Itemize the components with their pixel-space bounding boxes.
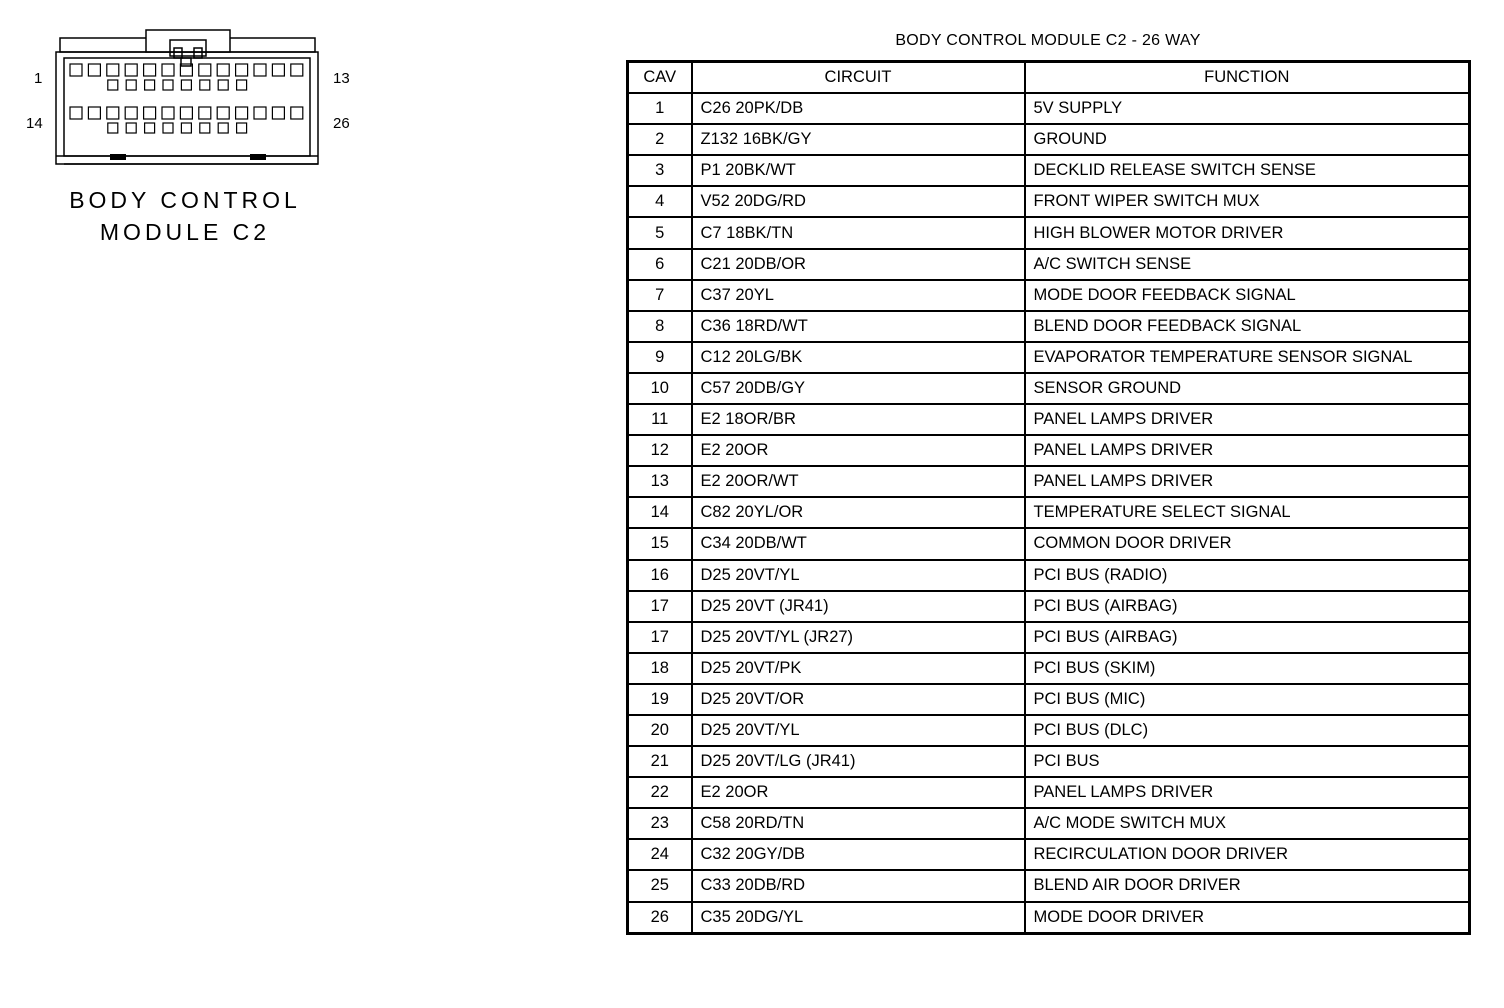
table-row bbox=[628, 715, 1470, 746]
header-circuit: CIRCUIT bbox=[692, 62, 1025, 94]
cavity-latch bbox=[200, 80, 210, 90]
cavity-24 bbox=[254, 107, 266, 119]
cavity-8 bbox=[199, 64, 211, 76]
table-row bbox=[628, 591, 1470, 622]
cavity-latch bbox=[126, 123, 136, 133]
cavity-13 bbox=[291, 64, 303, 76]
cell-cav: 22 bbox=[628, 777, 692, 808]
table-row bbox=[628, 311, 1470, 342]
cell-circuit: C37 20YL bbox=[692, 280, 1025, 311]
table-row bbox=[628, 808, 1470, 839]
table-title: BODY CONTROL MODULE C2 - 26 WAY bbox=[895, 32, 1201, 49]
table-row bbox=[628, 217, 1470, 248]
cell-function: DECKLID RELEASE SWITCH SENSE bbox=[1025, 155, 1470, 186]
header-cav: CAV bbox=[628, 62, 692, 94]
cavity-26 bbox=[291, 107, 303, 119]
connector-caption-line2: MODULE C2 bbox=[99, 219, 271, 245]
cell-circuit: C21 20DB/OR bbox=[692, 249, 1025, 280]
cell-cav: 21 bbox=[628, 746, 692, 777]
table-row bbox=[628, 93, 1470, 124]
cell-function: FRONT WIPER SWITCH MUX bbox=[1025, 186, 1470, 217]
cell-function: A/C MODE SWITCH MUX bbox=[1025, 808, 1470, 839]
connector-diagram bbox=[20, 24, 360, 254]
cavity-23 bbox=[236, 107, 248, 119]
cell-circuit: C26 20PK/DB bbox=[692, 93, 1025, 124]
cell-function: PANEL LAMPS DRIVER bbox=[1025, 435, 1470, 466]
cell-function: HIGH BLOWER MOTOR DRIVER bbox=[1025, 217, 1470, 248]
cavity-6 bbox=[162, 64, 174, 76]
table-row bbox=[628, 435, 1470, 466]
cavity-latch bbox=[145, 123, 155, 133]
cell-circuit: E2 20OR/WT bbox=[692, 466, 1025, 497]
cell-circuit: D25 20VT/OR bbox=[692, 684, 1025, 715]
cavity-21 bbox=[199, 107, 211, 119]
cell-circuit: C35 20DG/YL bbox=[692, 902, 1025, 934]
cell-circuit: D25 20VT/YL bbox=[692, 715, 1025, 746]
cell-circuit: C82 20YL/OR bbox=[692, 497, 1025, 528]
cell-function: RECIRCULATION DOOR DRIVER bbox=[1025, 839, 1470, 870]
cell-cav: 23 bbox=[628, 808, 692, 839]
cell-function: MODE DOOR DRIVER bbox=[1025, 902, 1470, 934]
cell-cav: 2 bbox=[628, 124, 692, 155]
cavity-16 bbox=[107, 107, 119, 119]
cavity-12 bbox=[272, 64, 284, 76]
table-row bbox=[628, 249, 1470, 280]
cell-function: PCI BUS (DLC) bbox=[1025, 715, 1470, 746]
cell-circuit: E2 18OR/BR bbox=[692, 404, 1025, 435]
cell-cav: 3 bbox=[628, 155, 692, 186]
cell-function: PANEL LAMPS DRIVER bbox=[1025, 777, 1470, 808]
pin-label-26: 26 bbox=[333, 115, 350, 132]
cell-function: TEMPERATURE SELECT SIGNAL bbox=[1025, 497, 1470, 528]
cavity-latch bbox=[145, 80, 155, 90]
table-row bbox=[628, 653, 1470, 684]
cell-function: PCI BUS (AIRBAG) bbox=[1025, 622, 1470, 653]
cell-cav: 8 bbox=[628, 311, 692, 342]
table-header-row bbox=[628, 62, 1470, 94]
cavity-11 bbox=[254, 64, 266, 76]
cavity-latch bbox=[200, 123, 210, 133]
connector-caption-line1: BODY CONTROL bbox=[69, 187, 301, 213]
cell-cav: 7 bbox=[628, 280, 692, 311]
cell-cav: 9 bbox=[628, 342, 692, 373]
cell-cav: 17 bbox=[628, 591, 692, 622]
cavity-latch bbox=[181, 123, 191, 133]
cell-cav: 20 bbox=[628, 715, 692, 746]
cell-function: COMMON DOOR DRIVER bbox=[1025, 528, 1470, 559]
cell-circuit: V52 20DG/RD bbox=[692, 186, 1025, 217]
table-row bbox=[628, 746, 1470, 777]
cell-function: 5V SUPPLY bbox=[1025, 93, 1470, 124]
cell-function: A/C SWITCH SENSE bbox=[1025, 249, 1470, 280]
pin-label-13: 13 bbox=[333, 70, 350, 87]
cavity-latch bbox=[163, 80, 173, 90]
cell-circuit: Z132 16BK/GY bbox=[692, 124, 1025, 155]
cavity-1 bbox=[70, 64, 82, 76]
cavity-15 bbox=[88, 107, 100, 119]
table-row bbox=[628, 280, 1470, 311]
pin-label-1: 1 bbox=[34, 70, 43, 87]
cell-function: PCI BUS (AIRBAG) bbox=[1025, 591, 1470, 622]
cavity-22 bbox=[217, 107, 229, 119]
cell-cav: 4 bbox=[628, 186, 692, 217]
cavity-9 bbox=[217, 64, 229, 76]
cell-cav: 19 bbox=[628, 684, 692, 715]
cell-cav: 15 bbox=[628, 528, 692, 559]
cell-circuit: C33 20DB/RD bbox=[692, 870, 1025, 901]
cavity-18 bbox=[144, 107, 156, 119]
cavity-latch bbox=[108, 80, 118, 90]
cavity-latch bbox=[237, 80, 247, 90]
table-row bbox=[628, 124, 1470, 155]
cell-circuit: C32 20GY/DB bbox=[692, 839, 1025, 870]
table-row bbox=[628, 466, 1470, 497]
cell-cav: 1 bbox=[628, 93, 692, 124]
cell-function: MODE DOOR FEEDBACK SIGNAL bbox=[1025, 280, 1470, 311]
cell-cav: 14 bbox=[628, 497, 692, 528]
cell-function: PCI BUS (RADIO) bbox=[1025, 560, 1470, 591]
cell-cav: 25 bbox=[628, 870, 692, 901]
cell-circuit: P1 20BK/WT bbox=[692, 155, 1025, 186]
cell-circuit: E2 20OR bbox=[692, 777, 1025, 808]
cavity-4 bbox=[125, 64, 137, 76]
cell-function: SENSOR GROUND bbox=[1025, 373, 1470, 404]
cell-function: PCI BUS bbox=[1025, 746, 1470, 777]
cell-cav: 18 bbox=[628, 653, 692, 684]
cavity-latch bbox=[181, 80, 191, 90]
cell-cav: 26 bbox=[628, 902, 692, 934]
cavity-3 bbox=[107, 64, 119, 76]
table-row bbox=[628, 622, 1470, 653]
table-row bbox=[628, 560, 1470, 591]
cavity-17 bbox=[125, 107, 137, 119]
cell-circuit: D25 20VT/PK bbox=[692, 653, 1025, 684]
connector-caption bbox=[60, 184, 310, 248]
cell-function: PCI BUS (SKIM) bbox=[1025, 653, 1470, 684]
table-row bbox=[628, 870, 1470, 901]
table-row bbox=[628, 684, 1470, 715]
cavity-20 bbox=[180, 107, 192, 119]
cell-circuit: C34 20DB/WT bbox=[692, 528, 1025, 559]
cell-circuit: C57 20DB/GY bbox=[692, 373, 1025, 404]
pinout-table bbox=[626, 60, 1471, 935]
table-row bbox=[628, 497, 1470, 528]
cell-cav: 24 bbox=[628, 839, 692, 870]
table-row bbox=[628, 404, 1470, 435]
cavity-2 bbox=[88, 64, 100, 76]
cell-circuit: D25 20VT (JR41) bbox=[692, 591, 1025, 622]
cell-cav: 5 bbox=[628, 217, 692, 248]
cell-cav: 10 bbox=[628, 373, 692, 404]
cavity-14 bbox=[70, 107, 82, 119]
cell-function: EVAPORATOR TEMPERATURE SENSOR SIGNAL bbox=[1025, 342, 1470, 373]
cell-cav: 13 bbox=[628, 466, 692, 497]
table-row bbox=[628, 839, 1470, 870]
cell-cav: 11 bbox=[628, 404, 692, 435]
cell-circuit: C7 18BK/TN bbox=[692, 217, 1025, 248]
cell-function: PCI BUS (MIC) bbox=[1025, 684, 1470, 715]
cavity-latch bbox=[218, 123, 228, 133]
cell-cav: 6 bbox=[628, 249, 692, 280]
cell-function: PANEL LAMPS DRIVER bbox=[1025, 466, 1470, 497]
cell-cav: 12 bbox=[628, 435, 692, 466]
table-row bbox=[628, 528, 1470, 559]
cell-function: GROUND bbox=[1025, 124, 1470, 155]
cavity-5 bbox=[144, 64, 156, 76]
cell-circuit: D25 20VT/YL bbox=[692, 560, 1025, 591]
table-row bbox=[628, 155, 1470, 186]
table-row bbox=[628, 186, 1470, 217]
connector-face-drawing bbox=[20, 24, 360, 174]
header-function: FUNCTION bbox=[1025, 62, 1470, 94]
cell-circuit: C12 20LG/BK bbox=[692, 342, 1025, 373]
pin-label-14: 14 bbox=[26, 115, 43, 132]
cell-circuit: C58 20RD/TN bbox=[692, 808, 1025, 839]
cell-circuit: D25 20VT/LG (JR41) bbox=[692, 746, 1025, 777]
cavity-latch bbox=[218, 80, 228, 90]
cell-cav: 16 bbox=[628, 560, 692, 591]
cell-function: BLEND AIR DOOR DRIVER bbox=[1025, 870, 1470, 901]
table-row bbox=[628, 342, 1470, 373]
cell-circuit: E2 20OR bbox=[692, 435, 1025, 466]
cavity-latch bbox=[237, 123, 247, 133]
cavity-latch bbox=[163, 123, 173, 133]
cavity-latch bbox=[126, 80, 136, 90]
cell-circuit: C36 18RD/WT bbox=[692, 311, 1025, 342]
table-row bbox=[628, 777, 1470, 808]
cell-function: BLEND DOOR FEEDBACK SIGNAL bbox=[1025, 311, 1470, 342]
cell-function: PANEL LAMPS DRIVER bbox=[1025, 404, 1470, 435]
table-row bbox=[628, 902, 1470, 934]
cavity-latch bbox=[108, 123, 118, 133]
cavity-19 bbox=[162, 107, 174, 119]
cell-cav: 17 bbox=[628, 622, 692, 653]
cavity-10 bbox=[236, 64, 248, 76]
cell-circuit: D25 20VT/YL (JR27) bbox=[692, 622, 1025, 653]
cavity-25 bbox=[272, 107, 284, 119]
table-row bbox=[628, 373, 1470, 404]
